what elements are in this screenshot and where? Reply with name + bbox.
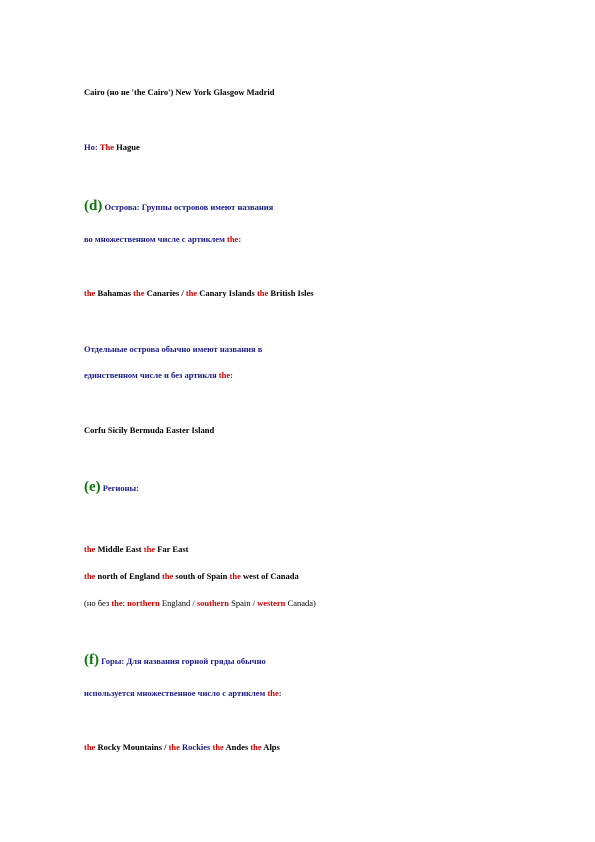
line-text: British Isles bbox=[268, 288, 314, 298]
line-text: Cairo (но не 'the Cairo') New York Glasgow Madrid bbox=[84, 87, 275, 97]
cities-no-article-line bbox=[84, 86, 274, 98]
line-text: England / bbox=[159, 598, 197, 608]
mountains-examples bbox=[84, 741, 280, 753]
line-text: Canaries bbox=[144, 288, 180, 298]
line-text: Middle East bbox=[95, 544, 144, 554]
article-the: the bbox=[84, 571, 96, 581]
line-text: : bbox=[278, 688, 282, 698]
line-text: Andes bbox=[223, 742, 251, 752]
article-the: the bbox=[161, 571, 174, 581]
line-text: Corfu Sicily Bermuda Easter Island bbox=[84, 425, 215, 435]
island-groups-examples bbox=[84, 287, 314, 299]
hague-exception-line bbox=[84, 141, 140, 153]
line-text: Bahamas bbox=[95, 288, 134, 298]
adjective-southern: southern bbox=[196, 598, 229, 608]
line-text: north of England bbox=[95, 571, 162, 581]
section-e-heading bbox=[84, 481, 139, 494]
line-text: : bbox=[122, 598, 128, 608]
section-title: Острова: Группы островов имеют названия bbox=[102, 202, 274, 212]
adjective-northern: northern bbox=[127, 598, 160, 608]
adjective-western: western bbox=[257, 598, 286, 608]
islands-rule-line bbox=[84, 233, 241, 245]
line-text: Hague bbox=[114, 142, 140, 152]
regions-no-article-note bbox=[84, 597, 316, 609]
article-the: the bbox=[218, 370, 231, 380]
section-title: Регионы: bbox=[100, 483, 140, 493]
line-text: west of Canada bbox=[240, 571, 299, 581]
single-islands-examples bbox=[84, 424, 214, 436]
line-text: Far East bbox=[155, 544, 189, 554]
article-the: the bbox=[229, 571, 241, 581]
line-text: Но: bbox=[84, 142, 100, 152]
article-the: the bbox=[168, 742, 180, 752]
line-text: Canary Islands bbox=[197, 288, 257, 298]
line-text: (но без bbox=[84, 598, 112, 608]
single-islands-rule-line bbox=[84, 343, 262, 355]
line-text: Alps bbox=[261, 742, 280, 752]
article-the: the bbox=[212, 742, 224, 752]
article-the: the bbox=[84, 742, 96, 752]
article-the: the bbox=[185, 288, 198, 298]
section-title: Горы: Для названия горной гряды обычно bbox=[99, 656, 266, 666]
section-letter: (d) bbox=[84, 198, 103, 214]
line-text: / bbox=[161, 742, 169, 752]
line-text: / bbox=[179, 288, 186, 298]
article-the: The bbox=[99, 142, 114, 152]
section-d-heading bbox=[84, 200, 273, 213]
mountains-rule-line bbox=[84, 687, 282, 699]
line-text: во множественном числе с артиклем bbox=[84, 234, 227, 244]
line-text: Spain / bbox=[228, 598, 258, 608]
section-letter: (f) bbox=[84, 652, 99, 668]
regions-examples-1 bbox=[84, 543, 188, 555]
line-text: : bbox=[230, 370, 233, 380]
line-text: Rocky Mountains bbox=[95, 742, 162, 752]
article-the: the bbox=[256, 288, 269, 298]
article-the: the bbox=[143, 544, 156, 554]
regions-examples-2 bbox=[84, 570, 299, 582]
line-text: : bbox=[238, 234, 242, 244]
line-text: единственном числе и без артикля bbox=[84, 370, 219, 380]
article-the: the bbox=[250, 742, 262, 752]
section-letter: (e) bbox=[84, 479, 101, 495]
article-the: the bbox=[84, 544, 96, 554]
line-text: используется множественное число с артиклем bbox=[84, 688, 268, 698]
single-islands-rule-line-2 bbox=[84, 369, 233, 381]
article-the: the bbox=[133, 288, 145, 298]
section-f-heading bbox=[84, 654, 266, 667]
article-the: the bbox=[84, 288, 96, 298]
line-text: Отдельные острова обычно имеют названия в bbox=[84, 344, 263, 354]
article-the: the bbox=[227, 234, 239, 244]
article-the: the bbox=[267, 688, 279, 698]
line-text: Canada) bbox=[285, 598, 316, 608]
line-text: Rockies bbox=[179, 742, 211, 752]
article-the: the bbox=[111, 598, 123, 608]
line-text: south of Spain bbox=[173, 571, 230, 581]
